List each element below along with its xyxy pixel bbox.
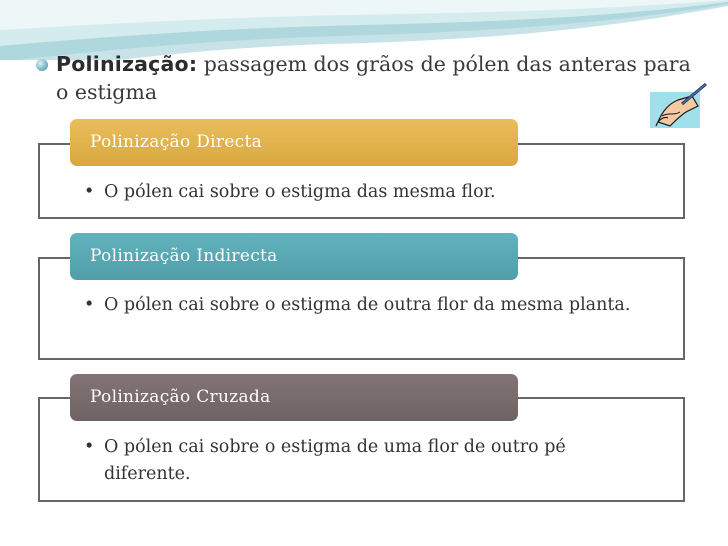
section-text-cruzada: [84, 434, 644, 488]
section-description: O pólen cai sobre o estigma das mesma flor.: [104, 182, 496, 202]
slide-title: [56, 50, 706, 106]
section-header-cruzada: Polinização Cruzada: [70, 374, 518, 421]
title-definition: passagem dos grãos de pólen das anteras para o estigma: [56, 52, 691, 104]
bullet-marker: •: [84, 437, 95, 457]
bullet-marker: •: [84, 182, 95, 202]
section-text-directa: [84, 179, 644, 206]
hand-writing-icon: [648, 82, 710, 132]
section-header-indirecta: Polinização Indirecta: [70, 233, 518, 280]
section-description: O pólen cai sobre o estigma de outra flor da mesma planta.: [104, 295, 631, 315]
section-text-indirecta: [84, 292, 644, 319]
title-term: Polinização:: [56, 52, 198, 76]
section-header-directa: Polinização Directa: [70, 119, 518, 166]
section-description: O pólen cai sobre o estigma de uma flor de outro pé diferente.: [104, 437, 566, 484]
bullet-icon: [36, 59, 48, 71]
bullet-marker: •: [84, 295, 95, 315]
